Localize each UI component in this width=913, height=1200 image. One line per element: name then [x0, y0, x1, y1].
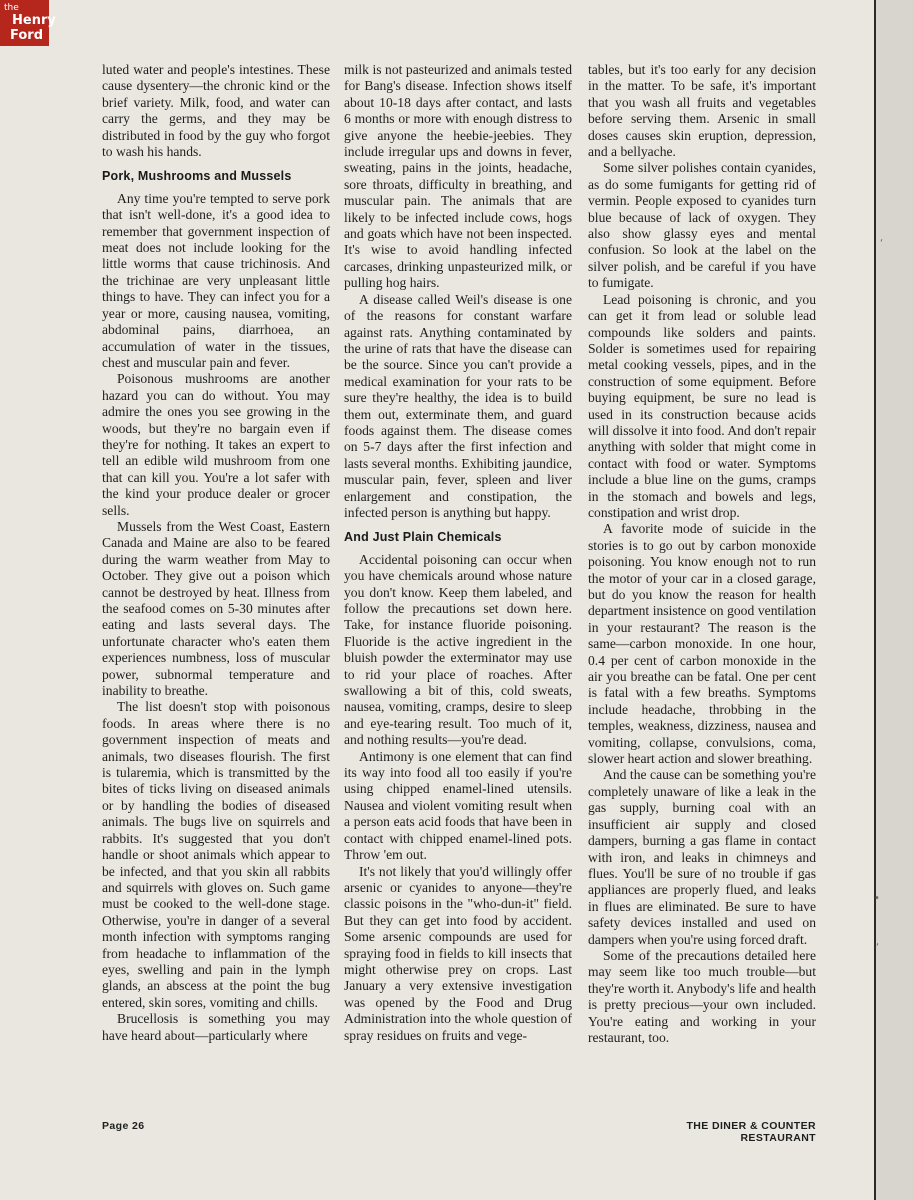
- section-heading: And Just Plain Chemicals: [344, 530, 502, 545]
- body-paragraph: It's not likely that you'd willingly offer arsenic or cyanides to anyone—they're classic poisons in the "who-dun-it" field. But they can get into food by accident. Some arsenic compounds are used for spraying food in fields to kill insects that might otherwise prey on crops. Last January a very extensive investigation was opened by the Food and Drug Administration into the whole question of spray residues on fruits and vege-: [344, 863, 572, 1043]
- text-column-3: [588, 62, 816, 1046]
- edge-mark: ‘: [880, 238, 884, 249]
- body-paragraph: Poisonous mushrooms are another hazard you can do without. You may admire the ones you see growing in the woods, but they're no bargain even if they're for nothing. It takes an expert to tell an edible wild mushroom from one that can kill you. You're a lot safer with the kind your produce dealer or grocer sells.: [102, 371, 330, 518]
- adjacent-page-edge: [874, 0, 913, 1200]
- logo-ford: Ford: [10, 28, 44, 43]
- logo-the: the: [4, 3, 19, 13]
- edge-mark: ‘: [876, 942, 880, 953]
- body-paragraph: luted water and people's intestines. These cause dysentery—the chronic kind or the brief variety. Milk, food, and water can carry the germs, and they may be distributed in food by the guy who forgot to wash his hands.: [102, 62, 330, 160]
- section-heading: Pork, Mushrooms and Mussels: [102, 169, 292, 184]
- body-paragraph: Some silver polishes contain cyanides, as do some fumigants for getting rid of vermin. People exposed to cyanides turn blue because of lack of oxygen. They also show glassy eyes and mental confusion. So look at the label on the silver polish, and be careful if you have to fumigate.: [588, 160, 816, 291]
- text-column-1: [102, 62, 330, 1044]
- body-paragraph: tables, but it's too early for any decision in the matter. To be safe, it's important that you wash all fruits and vegetables before serving them. Arsenic in small doses causes skin eruption, depression, and a bellyache.: [588, 62, 816, 160]
- body-paragraph: Mussels from the West Coast, Eastern Canada and Maine are also to be feared during the warm weather from May to October. They give out a poison which cannot be destroyed by heat. Illness from the seafood comes on 5-30 minutes after eating and lasts several days. The unfortunate character who's eaten them experiences numbness, loss of muscular power, subnormal temperature and inability to breathe.: [102, 518, 330, 699]
- logo-henry: Henry: [12, 13, 56, 28]
- body-paragraph: Any time you're tempted to serve pork that isn't well-done, it's a good idea to remember that government inspection of meat does not include looking for the little worms that cause trichinosis. And the trichinae are very unpleasant little things to have. They can infect you for a year or more, causing nausea, vomiting, abdominal pains, diarrhoea, an accumulation of water in the tissues, chest and muscular pain and fever.: [102, 190, 330, 370]
- body-paragraph: milk is not pasteurized and animals tested for Bang's disease. Infection shows itself about 10-18 days after contact, and lasts 6 months or more with enough distress to give anyone the heebie-jeebies. They include irregular ups and downs in fever, sweating, pains in the joints, headache, sore throats, difficulty in breathing, and muscular pain. The animals that are likely to be infected include cows, hogs and goats which have not been inspected. It's wise to avoid handling infected carcases, drinking unpasteurized milk, or pulling hog hairs.: [344, 62, 572, 291]
- henry-ford-logo: [0, 0, 56, 46]
- body-paragraph: The list doesn't stop with poisonous foods. In areas where there is no government inspection of meats and animals, two diseases flourish. The first is tularemia, which is transmitted by the bites of ticks living on diseased animals or by handling the bodies of diseased animals. The bugs live on squirrels and rabbits. It's suggested that you don't handle or shoot animals which appear to be infected, and that you skin all rabbits and squirrels with gloves on. Such game must be cooked to the well-done stage. Otherwise, you're in danger of a several month infection with symptoms ranging from headache to inflammation of the eyes, swelling and pain in the lymph glands, an abscess at the point the bug entered, skin sores, vomiting and chills.: [102, 699, 330, 1010]
- body-paragraph: Lead poisoning is chronic, and you can get it from lead or soluble lead compounds like solders and paints. Solder is sometimes used for repairing metal cooking vessels, pipes, and in the construction of some equipment. Before buying equipment, be sure no lead is used in its construction because acids will dissolve it into food. And don't repair anything with solder that might come in contact with food or water. Symptoms include a blue line on the gums, cramps in the stomach and bowels and legs, constipation and wrist drop.: [588, 291, 816, 520]
- body-paragraph: Antimony is one element that can find its way into food all too easily if you're using chipped enamel-lined utensils. Nausea and violent vomiting result when a person eats acid foods that have been in contact with chipped enamel-lined pots. Throw 'em out.: [344, 748, 572, 863]
- body-paragraph: Some of the precautions detailed here may seem like too much trouble—but they're worth it. Anybody's life and health is pretty precious—your own included. You're eating and working in your restaurant, too.: [588, 947, 817, 1045]
- text-column-2: [344, 62, 572, 1044]
- body-paragraph: Accidental poisoning can occur when you have chemicals around whose nature you don't know. Keep them labeled, and follow the precautions set down here. Take, for instance fluoride poisoning. Fluoride is the active ingredient in the bluish powder the exterminator may use to rid your place of roaches. After swallowing a bit of this, cold sweats, nausea, vomiting, cramps, desire to sleep and eye-tearing result. Too much of it, and nothing results—you're dead.: [344, 551, 572, 748]
- publication-title: THE DINER & COUNTER RESTAURANT: [686, 1120, 816, 1144]
- body-paragraph: A disease called Weil's disease is one of the reasons for constant warfare against rats. Anything contaminated by the urine of rats that have the disease can be the source. Since you can't provide a medical examination for your rats to be sure they're healthy, the idea is to build them out, exterminate them, and guard foods against them. The disease comes on 5-7 days after the first infection and lasts several months. Exhibiting jaundice, muscular pain, fever, spleen and liver enlargement and constipation, the infected person is anything but happy.: [344, 291, 572, 520]
- page-number: Page 26: [102, 1120, 145, 1132]
- edge-mark: •: [874, 893, 880, 904]
- body-paragraph: A favorite mode of suicide in the stories is to go out by carbon monoxide poisoning. You know enough not to run the motor of your car in a closed garage, but do you know the reason for health department insistence on good ventilation in your restaurant? The reason is the same—carbon monoxide. In one hour, 0.4 per cent of carbon monoxide in the air you breathe can be fatal. One per cent is fatal with a few breaths. Symptoms include headache, throbbing in the temples, weakness, dizziness, nausea and vomiting, collapse, convulsions, coma, slower heart action and slower breathing.: [588, 521, 816, 767]
- body-paragraph: And the cause can be something you're completely unaware of like a leak in the gas supply, burning coal with an insufficient air supply and closed dampers, burning a gas flame in contact with iron, and leaks in chimneys and flues. You'll be sure of no trouble if gas appliances are properly flued, and leaks in flues are eliminated. Be sure to have safety devices installed and used on dampers when you're using forced draft.: [588, 767, 816, 947]
- body-paragraph: Brucellosis is something you may have heard about—particularly where: [102, 1011, 330, 1043]
